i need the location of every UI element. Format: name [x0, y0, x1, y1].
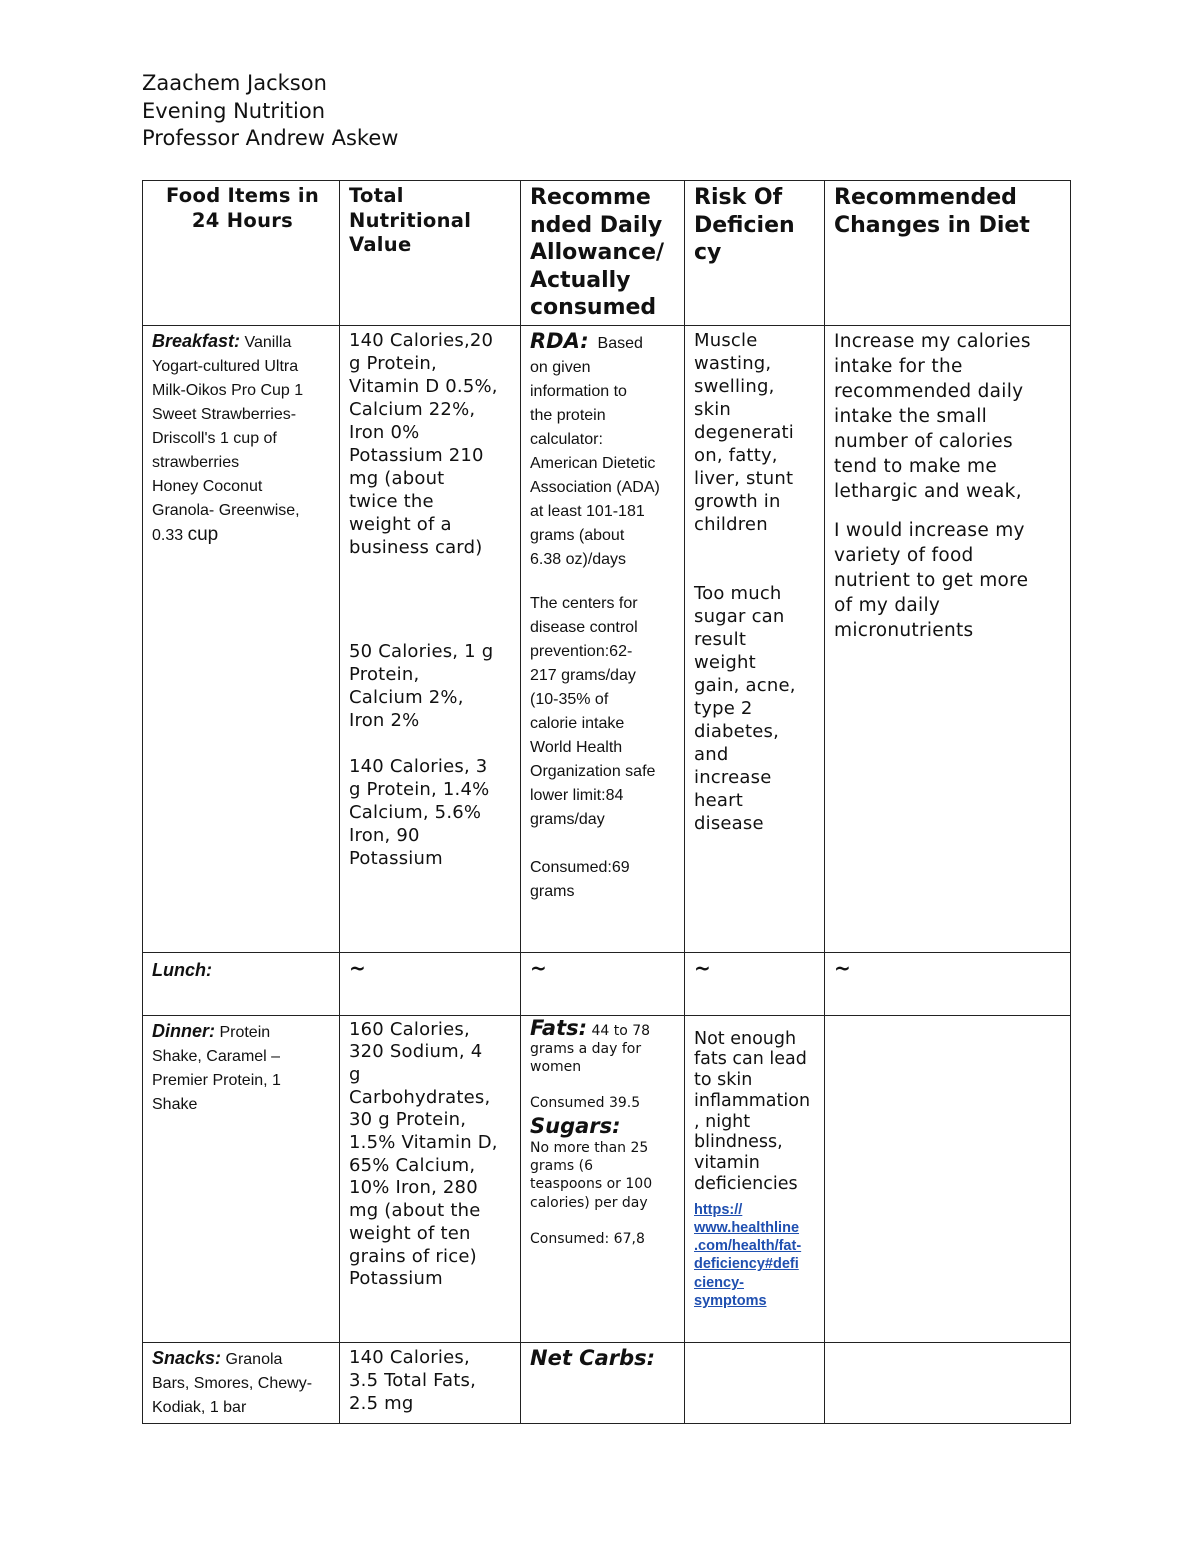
- text-line: mg (about: [349, 467, 445, 489]
- text-line: 140 Calories,20: [349, 329, 494, 351]
- text-line[interactable]: ciency-: [694, 1274, 744, 1291]
- snacks-risk-cell: [685, 1342, 825, 1423]
- dinner-nutrition: [349, 1019, 514, 1291]
- text-line: 0.33 cup: [152, 523, 219, 545]
- text-line: recommended daily: [834, 380, 1024, 402]
- document-header: [142, 70, 398, 153]
- text-line: grams: [530, 882, 575, 900]
- fats-block: [530, 1015, 678, 1113]
- text-line: swelling,: [694, 375, 775, 397]
- text-line: 10% Iron, 280: [349, 1177, 478, 1199]
- text-line: Increase my calories: [834, 330, 1031, 352]
- lunch-tilde: ~: [694, 955, 711, 980]
- breakfast-risk-1: [694, 329, 818, 536]
- table-row-dinner: [143, 1015, 1071, 1342]
- text-line: lower limit:84: [530, 786, 624, 804]
- text-line: vitamin: [694, 1153, 760, 1174]
- breakfast-change-2: [834, 518, 1064, 643]
- table-header-row: [143, 181, 1071, 326]
- text-line: Potassium 210: [349, 444, 484, 466]
- text-line: teaspoons or 100: [530, 1176, 653, 1193]
- professor-name: Professor Andrew Askew: [142, 126, 399, 150]
- snacks-food-cell: [143, 1342, 340, 1423]
- text-line: Potassium: [349, 1268, 443, 1290]
- text-line: Recomme: [530, 185, 651, 210]
- text-line: tend to make me: [834, 455, 998, 477]
- text-line: World Health: [530, 738, 623, 756]
- text-line: Premier Protein, 1: [152, 1071, 281, 1089]
- net-carbs-label: Net Carbs:: [530, 1345, 656, 1370]
- text-line: nded Daily: [530, 212, 663, 238]
- text-line: Not enough: [694, 1028, 797, 1049]
- fats-label: Fats:: [530, 1015, 588, 1040]
- text-line: grams (6: [530, 1157, 593, 1174]
- text-line[interactable]: symptoms: [694, 1292, 767, 1309]
- header-nutritional-value: [340, 181, 521, 326]
- text-line: Iron 0%: [349, 421, 420, 443]
- text-line: Based: [597, 334, 643, 352]
- text-line: weight: [694, 651, 756, 673]
- text-line: weight of ten: [349, 1222, 471, 1244]
- text-line: Calcium 2%,: [349, 686, 464, 708]
- text-line: inflammation: [694, 1090, 811, 1111]
- lunch-label: Lunch:: [152, 959, 212, 980]
- text-line: Too much: [694, 582, 782, 604]
- text-line: result: [694, 628, 747, 650]
- text-line: sugar can: [694, 605, 785, 627]
- text-line: Potassium: [349, 847, 443, 869]
- breakfast-items-text: [152, 334, 303, 544]
- text-line: Honey Coconut: [152, 477, 263, 495]
- text-line: Carbohydrates,: [349, 1086, 491, 1108]
- text-line: on given: [530, 358, 591, 376]
- text-line: 160 Calories,: [349, 1018, 470, 1040]
- breakfast-risk-2: [694, 582, 818, 835]
- text-line: Protein: [219, 1023, 271, 1041]
- text-line: type 2: [694, 697, 753, 719]
- breakfast-changes-cell: [825, 325, 1071, 952]
- text-line: No more than 25: [530, 1139, 649, 1156]
- text-line: heart: [694, 789, 743, 811]
- text-line: twice the: [349, 490, 434, 512]
- text-line: skin: [694, 398, 732, 420]
- header-food-items-label: Food Items in 24 Hours: [165, 184, 320, 232]
- header-risk: [685, 181, 825, 326]
- text-line: on, fatty,: [694, 444, 778, 466]
- text-line: children: [694, 513, 768, 535]
- text-line: Calcium, 5.6%: [349, 801, 482, 823]
- text-line: Consumed:69: [530, 858, 630, 876]
- dinner-food-cell: [143, 1015, 340, 1342]
- text-line: Muscle: [694, 329, 758, 351]
- text-line: disease control: [530, 618, 638, 636]
- text-line: liver, stunt: [694, 467, 794, 489]
- text-line: 217 grams/day: [530, 666, 636, 684]
- text-line: diabetes,: [694, 720, 779, 742]
- text-line: women: [530, 1059, 582, 1076]
- text-line[interactable]: https://: [694, 1201, 743, 1218]
- text-line: 30 g Protein,: [349, 1109, 467, 1131]
- text-line: Granola: [225, 1350, 283, 1368]
- healthline-link[interactable]: [694, 1201, 818, 1310]
- text-line: Driscoll's 1 cup of: [152, 429, 277, 447]
- text-line: nutrient to get more: [834, 569, 1029, 591]
- text-line: information to: [530, 382, 627, 400]
- course-name: Evening Nutrition: [142, 98, 326, 123]
- header-nutritional-value-label: Total Nutritional Value: [349, 184, 472, 256]
- text-line: 2.5 mg: [349, 1392, 414, 1414]
- text-line: , night: [694, 1111, 751, 1132]
- lunch-changes-cell: [825, 952, 1071, 1015]
- lunch-rda-cell: [521, 952, 685, 1015]
- lunch-nutrition-cell: [340, 952, 521, 1015]
- text-line: blindness,: [694, 1132, 783, 1153]
- breakfast-label: Breakfast:: [152, 330, 241, 351]
- text-line: the protein: [530, 406, 606, 424]
- header-changes: [825, 181, 1071, 326]
- text-line: consumed: [530, 295, 657, 320]
- lunch-tilde: ~: [834, 955, 851, 980]
- text-line: micronutrients: [834, 619, 974, 641]
- breakfast-food-cell: [143, 325, 340, 952]
- lunch-tilde: ~: [349, 955, 366, 980]
- text-line: grams a day for: [530, 1040, 642, 1057]
- text-line: I would increase my: [834, 519, 1025, 541]
- sugars-text: [530, 1139, 678, 1212]
- text-line: 3.5 Total Fats,: [349, 1369, 476, 1391]
- text-line: Allowance/: [530, 240, 665, 265]
- fats-consumed: Consumed 39.5: [530, 1095, 641, 1112]
- text-line: grams (about: [530, 526, 625, 544]
- text-line: weight of a: [349, 513, 452, 535]
- snacks-nutrition-cell: [340, 1342, 521, 1423]
- text-line: prevention:62-: [530, 642, 633, 660]
- dinner-label: Dinner:: [152, 1020, 215, 1041]
- text-line: Milk-Oikos Pro Cup 1: [152, 381, 304, 399]
- breakfast-items: [152, 329, 333, 548]
- text-line: Protein,: [349, 663, 420, 685]
- text-line: Kodiak, 1 bar: [152, 1398, 247, 1416]
- text-line: Actually: [530, 267, 631, 293]
- dinner-rda-cell: [521, 1015, 685, 1342]
- text-line: mg (about the: [349, 1200, 481, 1222]
- lunch-risk-cell: [685, 952, 825, 1015]
- rda-text: [530, 335, 660, 568]
- text-line: growth in: [694, 490, 781, 512]
- fats-text: [530, 1040, 678, 1077]
- dinner-risk: [694, 1029, 818, 1195]
- sugars-label: Sugars:: [530, 1113, 621, 1138]
- student-name: Zaachem Jackson: [142, 71, 327, 95]
- text-line: deficiencies: [694, 1174, 798, 1195]
- text-line: Yogart-cultured Ultra: [152, 357, 299, 375]
- text-line: Deficien: [694, 212, 795, 238]
- breakfast-change-1: [834, 329, 1064, 504]
- text-line: g: [349, 1063, 361, 1085]
- text-line: Granola- Greenwise,: [152, 501, 300, 519]
- text-line: calorie intake: [530, 714, 625, 732]
- text-line: The centers for: [530, 594, 638, 612]
- text-line: Bars, Smores, Chewy-: [152, 1374, 313, 1392]
- text-line: Iron, 90: [349, 824, 420, 846]
- text-line: of my daily: [834, 594, 941, 616]
- text-line: to skin: [694, 1070, 753, 1091]
- text-line: Risk Of: [694, 185, 783, 210]
- text-line: g Protein,: [349, 352, 437, 374]
- text-line: strawberries: [152, 453, 240, 471]
- breakfast-nutrition-cell: [340, 325, 521, 952]
- text-line: and: [694, 743, 729, 765]
- dinner-nutrition-cell: [340, 1015, 521, 1342]
- text-line: business card): [349, 536, 483, 558]
- header-food-items: [143, 181, 340, 326]
- text-line: American Dietetic: [530, 454, 656, 472]
- dinner-changes-cell: [825, 1015, 1071, 1342]
- text-line: 65% Calcium,: [349, 1154, 476, 1176]
- text-line: degenerati: [694, 421, 794, 443]
- text-line: g Protein, 1.4%: [349, 778, 490, 800]
- breakfast-consumed: [530, 856, 678, 904]
- snacks-changes-cell: [825, 1342, 1071, 1423]
- text-line: Shake, Caramel –: [152, 1047, 281, 1065]
- text-line: 1.5% Vitamin D,: [349, 1132, 498, 1154]
- text-line: 50 Calories, 1 g: [349, 640, 494, 662]
- text-line: Vanilla: [244, 333, 292, 351]
- text-line: variety of food: [834, 544, 974, 566]
- table-row-lunch: [143, 952, 1071, 1015]
- text-line: intake for the: [834, 355, 963, 377]
- text-line: (10-35% of: [530, 690, 609, 708]
- rda-label: RDA:: [530, 328, 589, 353]
- breakfast-rda-cell: [521, 325, 685, 952]
- text-line: 140 Calories, 3: [349, 755, 488, 777]
- text-line[interactable]: www.healthline: [694, 1220, 800, 1237]
- lunch-food-cell: [143, 952, 340, 1015]
- text-line: Organization safe: [530, 762, 656, 780]
- text-line: grains of rice): [349, 1245, 477, 1267]
- lunch-tilde: ~: [530, 955, 547, 980]
- cdc-text: [530, 592, 678, 832]
- text-line: 140 Calories,: [349, 1346, 470, 1368]
- text-line: Sweet Strawberries-: [152, 405, 297, 423]
- text-line: cy: [694, 240, 722, 265]
- breakfast-nutrition-2: [349, 640, 514, 732]
- table-row-snacks: [143, 1342, 1071, 1423]
- text-line: number of calories: [834, 430, 1013, 452]
- text-line: disease: [694, 812, 764, 834]
- text-line[interactable]: .com/health/fat-: [694, 1238, 802, 1255]
- text-line: Association (ADA): [530, 478, 660, 496]
- text-line: calories) per day: [530, 1194, 648, 1211]
- text-line: calculator:: [530, 430, 603, 448]
- breakfast-rda: [530, 329, 678, 572]
- nutrition-table: [142, 180, 1071, 1424]
- snacks-rda-cell: [521, 1342, 685, 1423]
- text-line: Iron 2%: [349, 709, 420, 731]
- snacks-label: Snacks:: [152, 1347, 222, 1368]
- text-line: Vitamin D 0.5%,: [349, 375, 498, 397]
- text-line: gain, acne,: [694, 674, 796, 696]
- breakfast-risk-cell: [685, 325, 825, 952]
- dinner-items: [152, 1019, 333, 1117]
- text-line[interactable]: deficiency#defi: [694, 1256, 799, 1273]
- fats-first: 44 to 78: [591, 1022, 651, 1039]
- breakfast-nutrition-1: [349, 329, 514, 559]
- text-line: lethargic and weak,: [834, 480, 1022, 502]
- text-line: Calcium 22%,: [349, 398, 476, 420]
- text-line: fats can lead: [694, 1049, 807, 1070]
- dinner-risk-cell: [685, 1015, 825, 1342]
- snacks-nutrition: [349, 1346, 514, 1415]
- sugars-consumed: Consumed: 67,8: [530, 1230, 645, 1247]
- table-row-breakfast: [143, 325, 1071, 952]
- text-line: intake the small: [834, 405, 988, 427]
- text-line: at least 101-181: [530, 502, 645, 520]
- text-line: increase: [694, 766, 772, 788]
- snacks-items: [152, 1346, 333, 1420]
- breakfast-nutrition-3: [349, 755, 514, 870]
- text-line: Shake: [152, 1095, 198, 1113]
- text-line: 6.38 oz)/days: [530, 550, 627, 568]
- header-rda: [521, 181, 685, 326]
- header-changes-label: Recommended Changes in Diet: [834, 185, 1030, 238]
- text-line: wasting,: [694, 352, 772, 374]
- text-line: 320 Sodium, 4: [349, 1041, 483, 1063]
- text-line: grams/day: [530, 810, 605, 828]
